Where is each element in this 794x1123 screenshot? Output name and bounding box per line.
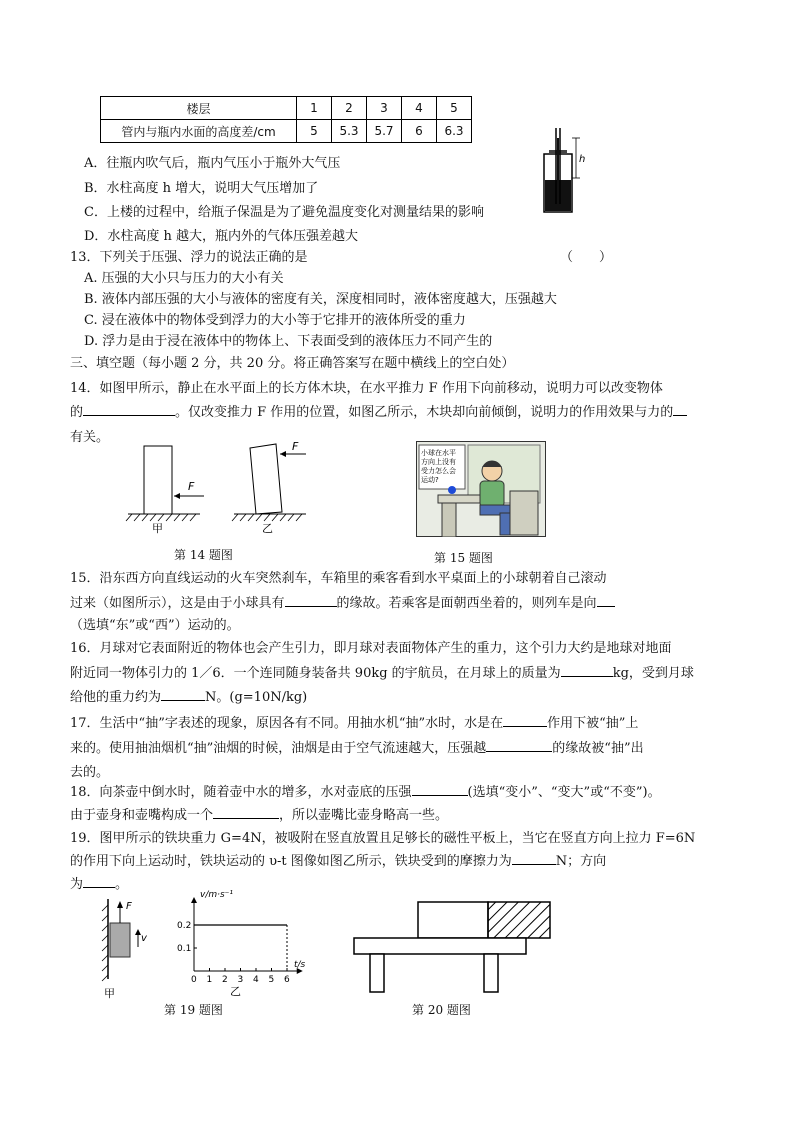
table-cell: 3 [367,97,402,120]
table-cell: 5.7 [367,120,402,143]
y-axis-label: v/m·s⁻¹ [200,890,234,900]
force-f-label: F [126,901,132,912]
answer-blank[interactable] [673,415,687,416]
q19-line2 [70,850,606,869]
q17-text: 的缘故被“抽”出 [552,741,644,756]
q18-text: 由于壶身和壶嘴构成一个 [70,808,214,823]
q19-line3 [70,873,128,892]
x-tick-label: 6 [284,975,290,985]
q12-option-b: B．水柱高度 h 增大，说明大气压增加了 [84,181,319,196]
table-cell: 4 [402,97,437,120]
table-row-label: 楼层 [101,97,297,120]
q18-text: (选填“变小”、“变大”或“不变”)。 [467,785,661,800]
bubble-text: 运动? [421,476,439,484]
table-cell: 6 [402,120,437,143]
answer-blank[interactable] [486,751,552,752]
q13-option-c: C. 浸在液体中的物体受到浮力的大小等于它排开的液体所受的重力 [84,313,466,328]
h-label: h [579,154,586,165]
answer-blank[interactable] [512,864,556,865]
answer-blank[interactable] [213,818,279,819]
q19-figure-jia [100,895,152,999]
force-f-label: F [188,480,195,493]
q19-vt-chart [176,885,318,999]
x-tick-label: 1 [206,975,213,985]
q17-line1 [70,712,638,731]
bubble-text: 方向上没有 [421,458,456,466]
q19-text: 。 [115,877,129,892]
q14-caption: 第 14 题图 [174,548,233,562]
answer-blank[interactable] [597,606,615,607]
ball-icon [448,486,456,494]
q14-line2 [70,401,687,420]
table-cell: 1 [297,97,332,120]
q14-text: 。仅改变推力 F 作用的位置，如图乙所示，木块却向前倾倒，说明力的作用效果与力的 [175,405,674,420]
q16-text: kg，受到月球 [612,666,694,681]
bubble-text: 小球在水平 [421,449,456,457]
x-tick-label: 4 [253,975,259,985]
y-tick-label: 0.1 [177,944,192,954]
q14-line1: 14．如图甲所示，静止在水平面上的长方体木块，在水平推力 F 作用下向前移动，说明力可以改变物体 [70,381,663,396]
section-3-heading: 三、填空题（每小题 2 分，共 20 分。将正确答案写在题中横线上的空白处） [70,356,515,371]
q17-line3: 去的。 [70,765,110,780]
q16-line2 [70,662,694,681]
chart-axes [191,897,303,974]
bottle-barometer-figure [536,124,592,216]
q12-option-c: C．上楼的过程中，给瓶子保温是为了避免温度变化对测量结果的影响 [84,205,484,220]
q16-text: N。(g=10N/kg) [205,690,308,705]
chart-series [194,925,287,971]
q19-text: 为 [70,877,84,892]
q19-caption: 第 19 题图 [164,1003,223,1017]
fig-label-jia: 甲 [104,987,115,999]
fig-label-yi: 乙 [230,985,241,998]
table-cell: 5.3 [332,120,367,143]
q19-line1: 19．图甲所示的铁块重力 G=4N，被吸附在竖直放置且足够长的磁性平板上，当它在竖直方向上拉力 F=6N [70,831,696,846]
q14-text: 的 [70,405,84,420]
q16-line3 [70,686,307,705]
q13-option-d: D. 浮力是由于浸在液体中的物体上、下表面受到的液体压力不同产生的 [84,334,493,349]
q20-table-figure [352,898,552,994]
answer-blank[interactable] [285,606,337,607]
q16-text: 给他的重力约为 [70,690,162,705]
fig-label-yi: 乙 [262,522,273,534]
q20-caption: 第 20 题图 [412,1003,471,1017]
q14-line3: 有关。 [70,430,110,445]
q18-line2 [70,804,448,823]
x-tick-label: 0 [191,975,197,985]
answer-blank[interactable] [503,726,547,727]
q15-line1: 15．沿东西方向直线运动的火车突然刹车，车箱里的乘客看到水平桌面上的小球朝着自己滚动 [70,571,607,586]
q12-option-d: D．水柱高度 h 越大，瓶内外的气体压强差越大 [84,229,359,244]
q13-stem: 13．下列关于压强、浮力的说法正确的是 [70,250,308,265]
velocity-label: v [141,933,147,944]
q19-text: 的作用下向上运动时，铁块运动的 υ-t 图像如图乙所示，铁块受到的摩擦力为 [70,854,512,869]
answer-blank[interactable] [83,887,115,888]
x-axis-label: t/s [294,960,306,970]
q18-text: 18．向茶壶中倒水时，随着壶中水的增多，水对壶底的压强 [70,785,412,800]
x-tick-label: 3 [237,975,244,985]
answer-blank[interactable] [161,700,205,701]
table-cell: 5 [437,97,472,120]
q17-text: 作用下被“抽”上 [547,716,639,731]
q16-text: 附近同一物体引力的 1／6．一个连同随身装备共 90kg 的宇航员，在月球上的质量为 [70,666,561,681]
q13-answer-paren: （ ） [560,250,613,265]
x-tick-label: 2 [222,975,228,985]
q17-text: 来的。使用抽油烟机“抽”油烟的时候，油烟是由于空气流速越大，压强越 [70,741,487,756]
q15-text: 过来（如图所示），这是由于小球具有 [70,596,285,611]
q15-line3: （选填“东”或“西”）运动的。 [70,618,240,633]
x-tick-label: 5 [268,975,275,985]
floor-height-table [100,96,472,143]
table-row-label: 管内与瓶内水面的高度差/cm [101,120,297,143]
answer-blank[interactable] [412,795,468,796]
fig-label-jia: 甲 [152,522,163,534]
q15-line2 [70,592,615,611]
q14-figure [124,442,320,534]
q13-option-b: B. 液体内部压强的大小与液体的密度有关，深度相同时，液体密度越大，压强越大 [84,292,557,307]
bubble-text: 受力怎么会 [421,467,456,475]
q12-option-a: A．往瓶内吹气后，瓶内气压小于瓶外大气压 [84,156,341,171]
q15-train-figure [416,441,546,537]
answer-blank[interactable] [561,676,613,677]
q17-text: 17．生活中“抽”字表述的现象，原因各有不同。用抽水机“抽”水时，水是在 [70,716,504,731]
answer-blank[interactable] [83,415,175,416]
q18-text: ，所以壶嘴比壶身略高一些。 [279,808,449,823]
q15-caption: 第 15 题图 [434,551,493,565]
q15-text: 的缘故。若乘客是面朝西坐着的，则列车是向 [336,596,597,611]
q13-option-a: A. 压强的大小只与压力的大小有关 [84,271,284,286]
table-cell: 6.3 [437,120,472,143]
force-f-label: F [292,442,299,453]
q16-line1: 16．月球对它表面附近的物体也会产生引力，即月球对表面物体产生的重力，这个引力大约是地球对地面 [70,641,672,656]
table-cell: 5 [297,120,332,143]
q18-line1 [70,781,661,800]
q19-text: N；方向 [555,854,607,869]
table-cell: 2 [332,97,367,120]
q17-line2 [70,737,644,756]
y-tick-label: 0.2 [177,921,192,931]
y-axis-arrow [191,897,197,903]
